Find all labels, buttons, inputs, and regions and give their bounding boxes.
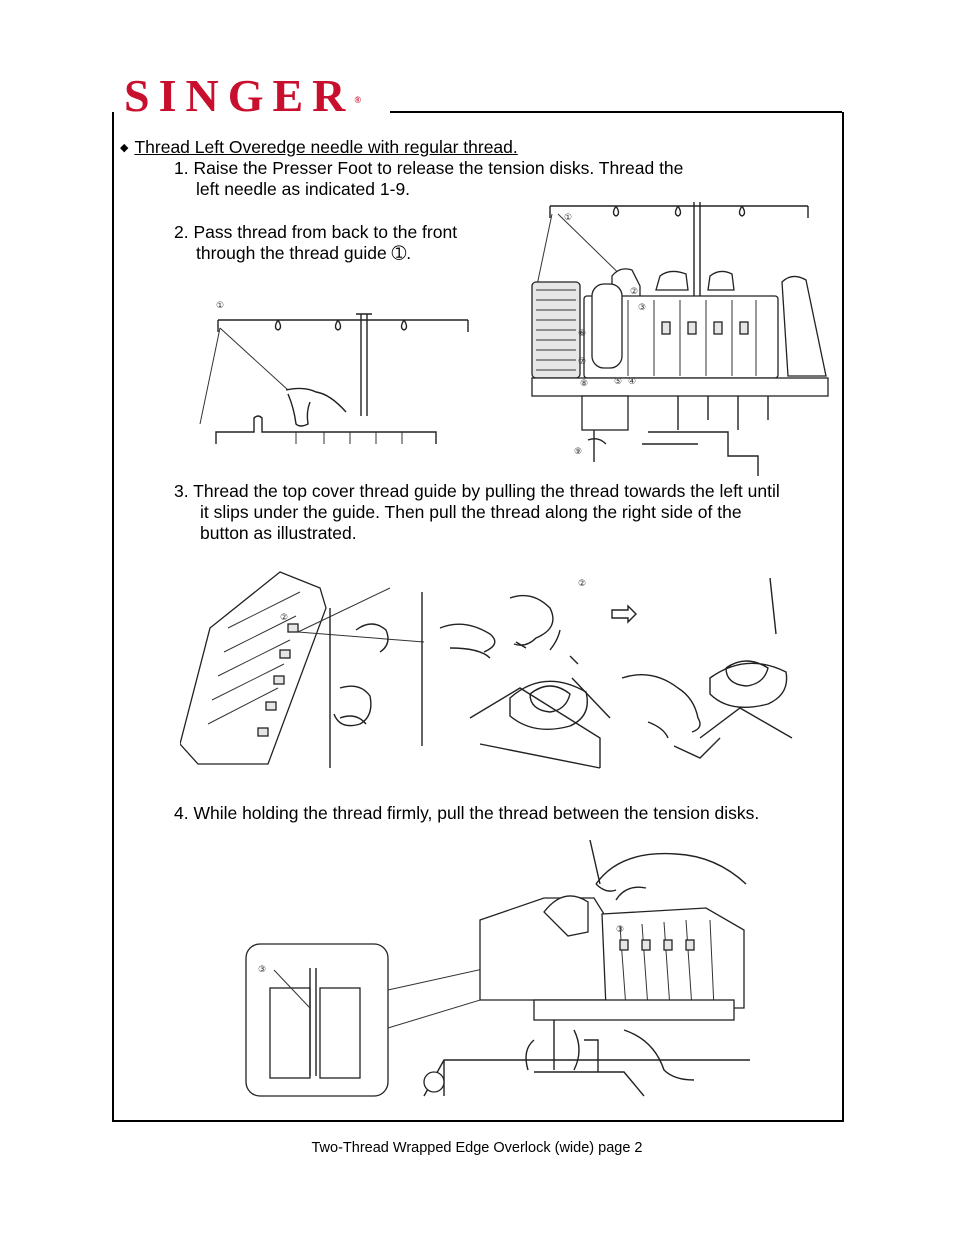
callout-6: ⑥ [578,329,587,339]
callout-4: ④ [628,377,637,387]
callout-3: ③ [638,303,647,313]
singer-logo: SINGER® [124,70,362,121]
thread-guide-figure [196,294,476,450]
callout-8: ⑧ [580,379,589,389]
step-4: 4. While holding the thread firmly, pull the thread between the tension disks. [174,803,760,823]
step-3: 3. Thread the top cover thread guide by pulling the thread towards the left until it slips under the guide. Then pull the thread along the right side of the button as illustrated. [174,481,780,543]
callout-3-machine: ③ [616,925,625,935]
section-heading: ◆ Thread Left Overedge needle with regular thread. [120,137,518,157]
callout-1: ① [564,213,573,223]
callout-7: ⑦ [578,357,587,367]
callout-5: ⑤ [614,377,623,387]
bullet-icon: ◆ [120,142,129,154]
tension-disks-figure [244,840,750,1102]
callout-2-left: ② [280,613,289,623]
step-2: 2. Pass thread from back to the front through the thread guide ➀. [174,222,458,263]
callout-9: ⑨ [574,447,583,457]
callout-1: ① [216,301,225,311]
callout-2: ② [630,287,639,297]
callout-2-right: ② [578,579,587,589]
machine-threading-figure [528,200,832,476]
page-footer: Two-Thread Wrapped Edge Overlock (wide) page 2 [311,1140,643,1156]
step-1: 1. Raise the Presser Foot to release the tension disks. Thread the left needle as indicated 1-9. [174,158,684,199]
callout-3-inset: ③ [258,965,267,975]
cover-thread-guide-figure [180,568,796,772]
